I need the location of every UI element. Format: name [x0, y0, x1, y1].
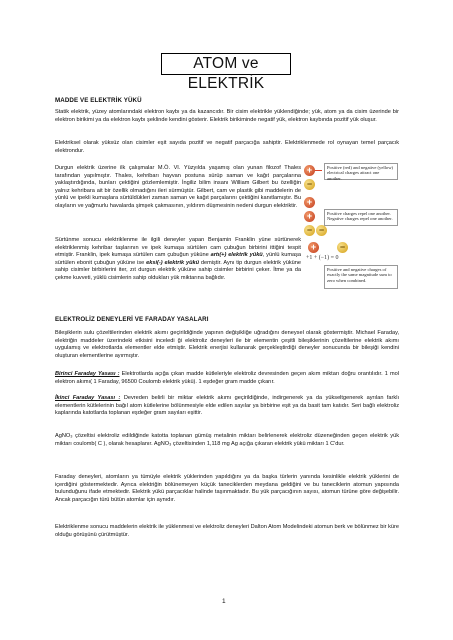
positive-charge-icon: +	[304, 211, 315, 222]
paragraph-faraday-conclusions: Faraday deneyleri, atomların ya tümüyle elektrik yüklerinden yapıldığını ya da başka türlerin yanında kesinlikle elektrik yüklerini de içerdiğini göstermektedir. Ayrıca elektriğin bölünemeyen küçük taneciklerden meydana geldiğini ve bu taneciklerin atomun yapısında bulunduğunu ifade etmektedir. Elektrik yükü parçacıklar halinde taşınmaktadır. Bu yük parçacığının sayısı, atomun türüne göre değişebilir. Ancak parçacığın türü bütün atomlar için aynıdır.	[55, 474, 399, 503]
paragraph-electrolysis: Bileşiklerin sulu çözeltilerinden elektrik akımı geçirildiğinde yapının değişikliğe uğradığını deneysel olarak göstermiştir. Michael Faraday, elektriğin maddeler üzerindeki etkisini inceledi ği elektroliz deneyleri ile bir elementin çeşitli bileşiklerinin çözeltilerine elektrik akımı uygulamış ve elektrotlarda elementler elde etmiştir. Elektrik enerjisi kullanarak gerçekleştirdiği deneyler sonucunda bir bileşiği kendini oluşturan elementlerine ayırmıştır.	[55, 330, 399, 359]
figure-caption-repel: Positive charges repel one another. Negative charges repel one another.	[324, 209, 398, 226]
section-heading-elektroliz: ELEKTROLİZ DENEYLERİ VE FARADAY YASALARI	[55, 316, 209, 323]
positive-charge-icon: +	[308, 242, 319, 253]
negative-charge-icon: −	[304, 179, 315, 190]
page-number: 1	[222, 598, 226, 605]
paragraph-static-electricity: Statik elektrik, yüzey atomlarındaki elektron kaybı ya da kazancıdır. Bir cisim elektrikle yüklendiğinde; yük, atom ya da cisim üzerinde bir elektron birikimi ya da elektron kaybı şeklinde kendini gösterir. Elektrik birikiminde negatif yük, elektron kaybında pozitif yük oluşur.	[55, 109, 399, 123]
negative-charge-icon: −	[304, 225, 315, 236]
paragraph-faraday-first-law: Birinci Faraday Yasası : Elektrotlarda açığa çıkan madde kütleleriyle elektroliz devresinden geçen akım miktarı doğru orantılıdır. 1 mol elektron akımı( 1 Faraday, 96500 Coulomb elektrik yükü). 1 eşdeğer gram madde çıkarır.	[55, 371, 399, 385]
paragraph-faraday-second-law: İkinci Faraday Yasası : Devreden belirli bir miktar elektrik akımı geçirildiğinde, indirgenerek ya da yükseltgenerek ayrılan farklı elementlerin kütlelerinin bağıl atom kütlelerine bölünmesiyle elde edilen sayılar ya birbirine eşit ya da basit tam katıdır. Seri bağlı elektroliz kaplarında katotlarda toplanan eşdeğer gram sayıları eşittir.	[55, 395, 399, 417]
figure-equation: +1 + (−1) = 0	[306, 255, 339, 261]
paragraph-franklin: Sürtünme sonucu elektriklenme ile ilgili deneyler yapan Benjamin Franklin yüne sürtünerek elektriklenmiş kehribar taşlarının ve ipek kumaşa sürtülen cam çubuğun birbirini ittiğini tespit etmiştir. Franklin, ipek kumaşa sürtülen cam çubuğun yüküne artı(+) elektrik yükü, yünlü kumaşa sürtülen ebonit çubuğun yüküne ise eksi(-) elektrik yükü demiştir. Aynı tip durgun elektrik yüküne sahip cisimler birbirlerini iter, zıt durgun elektrik yüküne sahip cisimler birbirini çeker. İtme ya da çekme kuvveti, yüklü cisimlerin sahip oldukları yük miktarına bağlıdır.	[55, 237, 302, 281]
page-title: ATOM ve ELEKTRİK	[161, 53, 291, 75]
figure-caption-attract: Positive (red) and negative (yellow) electrical charges attract one another.	[324, 163, 398, 180]
negative-charge-icon: −	[337, 242, 348, 253]
section-heading-madde: MADDE VE ELEKTRİK YÜKÜ	[55, 97, 142, 104]
paragraph-agno3: AgNO₃ çözeltisi elektroliz edildiğinde katotta toplanan gümüş metalinin miktarı belirlenerek elektroliz düzeneğinden geçen elektrik yük miktarı coulomb( C ), olarak hesaplanır. AgNO₃ çözeltisinden 1,118 mg Ag açığa çıkaran elektrik yükü miktarı 1 C'dur.	[55, 433, 399, 447]
attraction-arrow	[315, 170, 322, 171]
paragraph-neutral-bodies: Elektriksel olarak yüksüz olan cisimler eşit sayıda pozitif ve negatif parçacığa sahiptir. Elektriklenmede rol oynayan temel parçacık elektrondur.	[55, 140, 399, 154]
figure-caption-sum: Positive and negative charges of exactly the same magnitude sum to zero when combined.	[324, 265, 398, 289]
paragraph-thales: Durgun elektrik üzerine ilk çalışmalar M.Ö. VI. Yüzyılda yaşamış olan yunan filozof Thales tarafından yapılmıştır. Thales, kehribarı hayvan postuna sürüp saman ve kağıt parçalarına yaklaştırdığında, bunları çektiğini gözlemlemiştir. İngiliz bilim insanı William Gilbert bu özelliğin yalnız kehribara ait bir özellik olmadığını ileri sürmüştür. Gilbert, cam ve plastik gibi maddelerin de yünlü ve ipekli kumaşlara sürtüldükleri zaman saman ve kağıt parçalarını çektiğini kanıtlamıştır. Bu olayların ve yağmurlu havalarda şimşek çakmasının, yıldırım düşmesinin nedeni durgun elektriktir.	[55, 165, 301, 209]
charges-figure	[303, 163, 399, 301]
negative-charge-icon: −	[316, 225, 327, 236]
paragraph-dalton: Elektriklenme sonucu maddelerin elektrik ile yüklenmesi ve elektroliz deneyleri Dalton Atom Modelindeki atomun berk ve bölünmez bir küre olduğu görüşünü çürütmüştür.	[55, 524, 399, 538]
positive-charge-icon: +	[304, 197, 315, 208]
positive-charge-icon: +	[304, 165, 315, 176]
